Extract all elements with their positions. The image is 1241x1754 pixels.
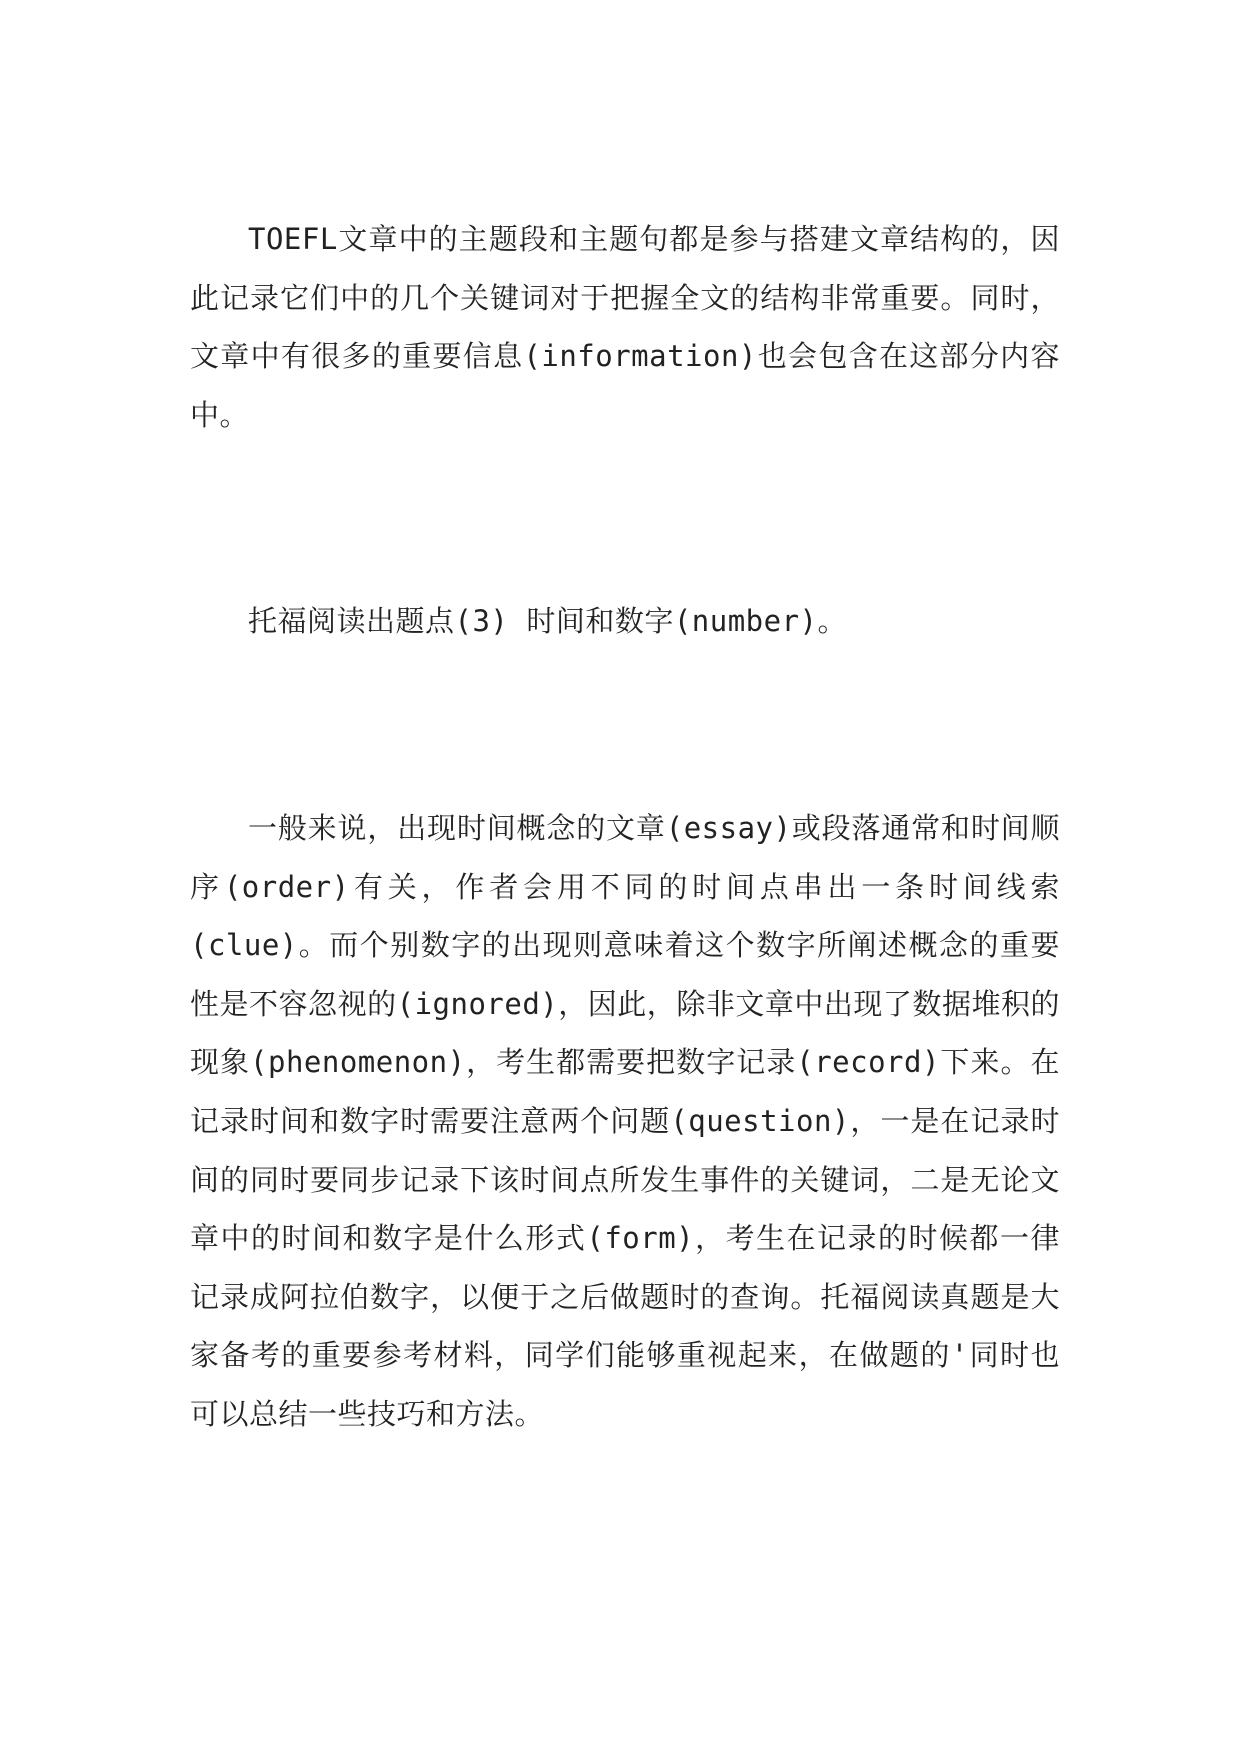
paragraph-topic-sentences: TOEFL文章中的主题段和主题句都是参与搭建文章结构的，因此记录它们中的几个关键词对于把握全文的结构非常重要。同时，文章中有很多的重要信息(information)也会包含在这部分内容中。 (190, 222, 1060, 432)
document-page (190, 210, 1060, 1444)
paragraph-time-and-numbers: 一般来说，出现时间概念的文章(essay)或段落通常和时间顺序(order)有关，作者会用不同的时间点串出一条时间线索(clue)。而个别数字的出现则意味着这个数字所阐述概念的重要性是不容忽视的(ignored)，因此，除非文章中出现了数据堆积的现象(phenomenon)，考生都需要把数字记录(record)下来。在记录时间和数字时需要注意两个问题(question)，一是在记录时间的同时要同步记录下该时间点所发生事件的关键词，二是无论文章中的时间和数字是什么形式(form)，考生在记录的时候都一律记录成阿拉伯数字，以便于之后做题时的查询。托福阅读真题是大家备考的重要参考材料，同学们能够重视起来，在做题的'同时也可以总结一些技巧和方法。 (190, 810, 1060, 1431)
section-heading-time-and-numbers: 托福阅读出题点(3) 时间和数字(number)。 (248, 604, 848, 639)
